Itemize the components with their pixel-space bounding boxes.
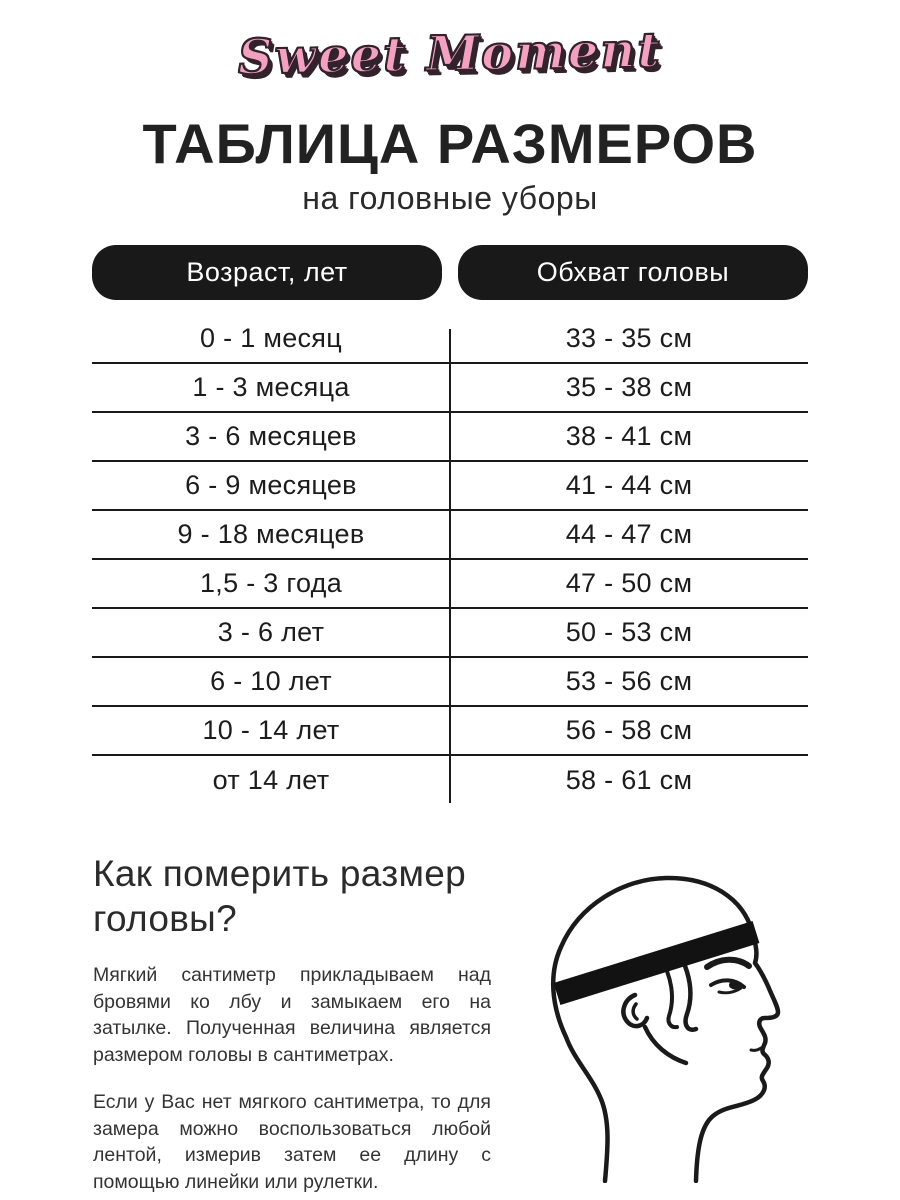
age-cell: 6 - 9 месяцев — [185, 470, 357, 500]
head-measuring-band-drawing — [526, 853, 856, 1183]
head-cell: 56 - 58 см — [565, 715, 693, 745]
table-column-divider — [449, 329, 451, 803]
head-cell: 53 - 56 см — [565, 666, 693, 696]
age-cell: 0 - 1 месяц — [200, 323, 342, 353]
column-header-age: Возраст, лет — [92, 245, 442, 300]
age-cell: от 14 лет — [212, 765, 330, 795]
head-cell: 33 - 35 см — [565, 323, 693, 353]
how-to-measure-paragraph-2: Если у Вас нет мягкого сантиметра, то для замера можно воспользоваться любой лентой, измерив затем ее длину с помощью линейки или рулетки. — [93, 1091, 491, 1193]
table-column-headers — [0, 245, 900, 300]
eye-pupil — [729, 981, 741, 990]
measuring-band — [557, 932, 756, 994]
head-cell: 38 - 41 см — [565, 421, 693, 451]
brand-logo — [0, 0, 900, 86]
age-cell: 10 - 14 лет — [202, 715, 340, 745]
page-subtitle: на головные уборы — [302, 180, 598, 216]
age-cell: 1 - 3 месяца — [192, 372, 350, 402]
page-title: ТАБЛИЦА РАЗМЕРОВ — [142, 112, 758, 175]
head-profile-illustration — [526, 853, 856, 1195]
how-to-measure-text-column — [93, 851, 491, 1195]
column-header-head-circumference: Обхват головы — [458, 245, 808, 300]
how-to-measure-heading: Как померить размер головы? — [93, 853, 466, 940]
age-cell: 3 - 6 месяцев — [185, 421, 357, 451]
age-cell: 3 - 6 лет — [217, 617, 325, 647]
head-cell: 44 - 47 см — [565, 519, 693, 549]
head-cell: 35 - 38 см — [565, 372, 693, 402]
size-table — [92, 315, 808, 805]
head-cell: 41 - 44 см — [565, 470, 693, 500]
how-to-measure-paragraph-1: Мягкий сантиметр прикладываем над бровями ко лбу и замыкаем его на затылке. Полученная величина является размером головы в сантиметрах. — [93, 964, 491, 1066]
age-cell: 1,5 - 3 года — [199, 568, 343, 598]
how-to-measure-section — [0, 851, 900, 1195]
brand-logo-text: Sweet Moment — [237, 22, 663, 86]
age-cell: 9 - 18 месяцев — [177, 519, 365, 549]
age-cell: 6 - 10 лет — [210, 666, 332, 696]
head-cell: 58 - 61 см — [565, 765, 693, 795]
head-cell: 47 - 50 см — [565, 568, 693, 598]
head-cell: 50 - 53 см — [565, 617, 693, 647]
